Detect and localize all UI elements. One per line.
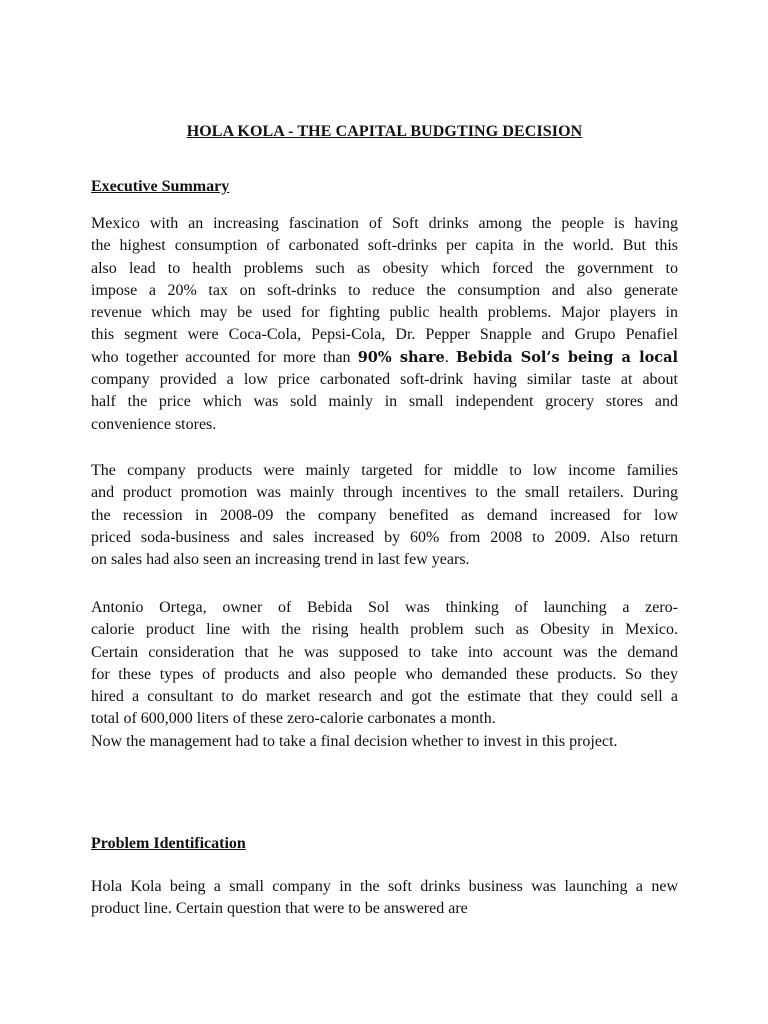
text-line: company provided a low price carbonated soft-drink having similar taste at about xyxy=(91,371,678,389)
text-line: convenience stores. xyxy=(91,415,217,433)
document-title: HOLA KOLA - THE CAPITAL BUDGTING DECISION xyxy=(186,123,583,140)
text-line: this segment were Coca-Cola, Pepsi-Cola, Dr. Pepper Snapple and Grupo Penafiel xyxy=(91,326,678,344)
text-line: also lead to health problems such as obesity which forced the government to xyxy=(91,259,678,277)
paragraph-problem xyxy=(91,876,678,921)
text-line: the highest consumption of carbonated soft-drinks per capita in the world. But this xyxy=(91,237,678,255)
section-heading-problem-identification: Problem Identification xyxy=(91,835,246,852)
text-line: hired a consultant to do market research and got the estimate that they could sell a xyxy=(91,688,678,706)
text-line: Hola Kola being a small company in the soft drinks business was launching a new xyxy=(91,878,678,895)
text-line: total of 600,000 liters of these zero-calorie carbonates a month. xyxy=(91,710,496,728)
text-line: the recession in 2008-09 the company benefited as demand increased for low xyxy=(91,506,678,524)
text-line: The company products were mainly targeted for middle to low income families xyxy=(91,462,678,479)
text-line: Mexico with an increasing fascination of Soft drinks among the people is having xyxy=(91,215,678,232)
text-line: for these types of products and also people who demanded these products. So they xyxy=(91,665,678,683)
text-line: priced soda-business and sales increased by 60% from 2008 to 2009. Also return xyxy=(91,528,678,546)
text-line: Now the management had to take a final decision whether to invest in this project. xyxy=(91,732,618,750)
text-line: Certain consideration that he was supposed to take into account was the demand xyxy=(91,643,678,661)
text-line: revenue which may be used for fighting public health problems. Major players in xyxy=(91,304,678,322)
paragraph-market-overview xyxy=(91,188,678,436)
paragraph-antonio-ortega xyxy=(91,597,678,753)
text-line: on sales had also seen an increasing trend in last few years. xyxy=(91,551,470,569)
text-run: who together accounted for more than xyxy=(91,348,351,366)
emphasis-share: 90% share xyxy=(357,348,445,366)
emphasis-bebida-sol: Bebida Sol’s being a local xyxy=(455,348,679,366)
text-line-mixed xyxy=(91,347,678,369)
text-line: impose a 20% tax on soft-drinks to reduce the consumption and also generate xyxy=(91,281,678,299)
text-line: and product promotion was mainly through incentives to the small retailers. During xyxy=(91,484,678,502)
section-heading-executive-summary: Executive Summary xyxy=(91,178,230,195)
text-line: calorie product line with the rising health problem such as Obesity in Mexico. xyxy=(91,621,678,639)
paragraph-company-products xyxy=(91,460,678,571)
text-line: half the price which was sold mainly in small independent grocery stores and xyxy=(91,393,678,411)
text-line: Antonio Ortega, owner of Bebida Sol was thinking of launching a zero- xyxy=(91,599,678,616)
text-line: product line. Certain question that were to be answered are xyxy=(91,900,468,918)
text-run: . xyxy=(444,348,449,366)
